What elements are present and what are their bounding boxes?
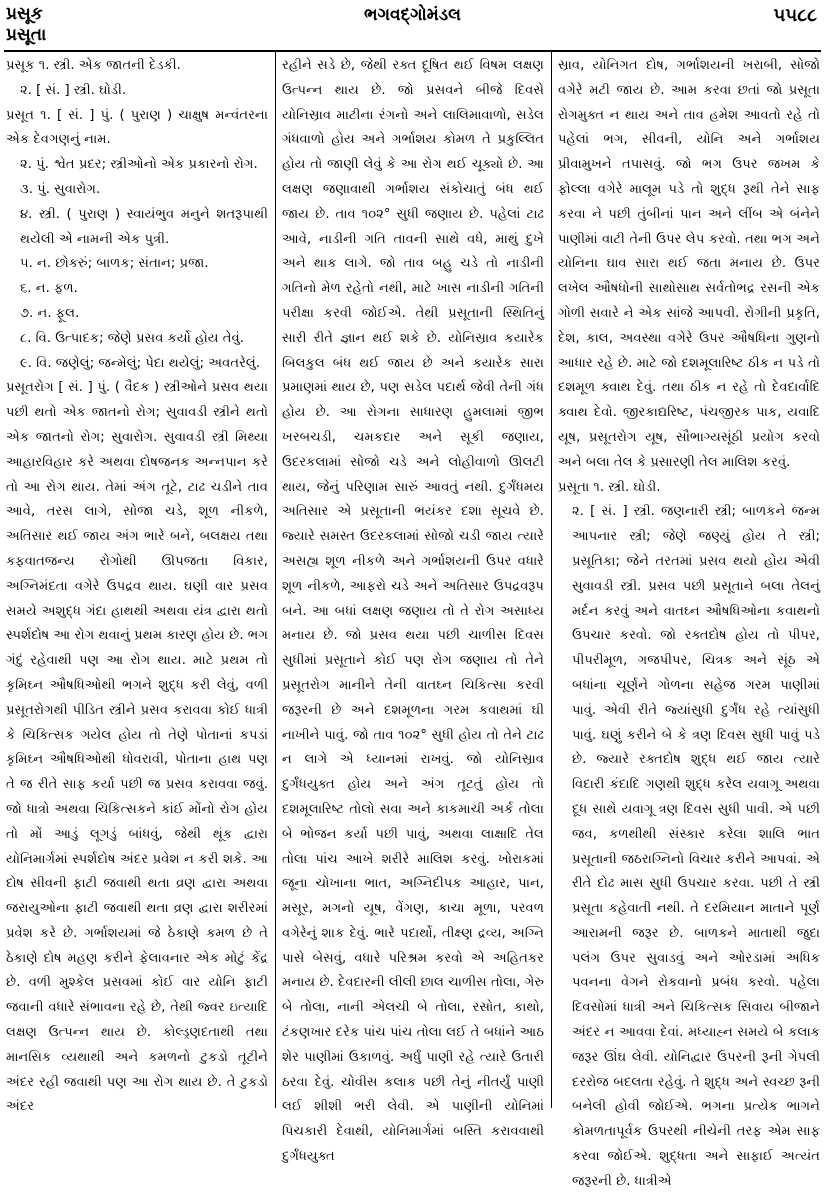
entry-prasut-2: ૨. પું. શ્વેત પ્રદર; સ્ત્રીઓનો એક પ્રકારનો રોગ. — [20, 157, 258, 173]
guide-word-top: પ્રસૂક — [6, 4, 43, 24]
entry-prasut-3: ૩. પું. સુવારોગ. — [20, 181, 101, 197]
entry-prasutrog-continued: રહીને સડે છે, જેથી રક્ત દૂષિત થઈ વિષમ લક્ષણ ઉત્પન્ન થાય છે. જો પ્રસવને બીજે દિવસે યોનિસ્રાવ માટીના રંગનો અને લાલિમાવાળો, સડેલ ગંધવાળો હોય અને ગર્ભાશય કોમળ તે પ્રકુલ્લિત હોય તો જાણી લેવું કે આ રોગ થઈ ચૂક્યો છે. આ લક્ષણ જણાવાથી ગર્ભાશય સંકોચાતું બંધ થઈ જાય છે. તાવ ૧૦૨° સુધી જણાય છે. પહેલાં ટાઢ આવે, નાડીની ગતિ તાવની સાથે વધે, માથું દુખે અને થાક લાગે. જો તાવ બહુ ચડે તો નાડીની ગતિનો મેળ રહેતો નથી, માટે ખાસ નાડીની ગતિની પરીક્ષા કરવી જોઈએ. તેથી પ્રસૂતાની સ્થિતિનું સારી રીતે જ્ઞાન થઈ શકે છે. યોનિસ્રાવ કયારેક બિલકુલ બંધ થઈ જાય છે અને કયારેક સારા પ્રમાણમાં થાય છે, પણ સડેલ પદાર્થ જેવી તેની ગંધ હોય છે. આ રોગના સાધારણ હુમલામાં જીભ ખરબચડી, ચમકદાર અને સૂકી જણાય, ઉદરકલામાં સોજો ચડે અને લોહીવાળો ઊલટી થાય, જેનું પરિણામ સારું આવતું નથી. દુર્ગંધમય અતિસાર એ પ્રસૂતાની ભયંકર દશા સૂચવે છે. જ્યારે સમસ્ત ઉદરકલામાં સોજો ચડી જાય ત્યારે અસહ્ય શૂળ નીકળે અને ગર્ભાશયની ઉપર વધારે શૂળ નીકળે, આફરો ચડે અને અતિસાર ઉપદ્રવરૂપ બને. આ બધાં લક્ષણ જણાય તો તે રોગ અસાધ્ય મનાય છે. જો પ્રસવ થયા પછી ચાળીસ દિવસ સુધીમાં પ્રસૂતાને કોઈ પણ રોગ જણાય તો તેને પ્રસૂતરોગ માનીને તેની વાતઘ્ન ચિકિત્સા કરવી જરૂરની છે અને દશમૂળના ગરમ કવાથમાં ઘી નાખીને પાવું. જો તાવ ૧૦૨° સુધી હોય તો તેને ટાઢ ન લાગે એ ધ્યાનમાં રાખવું. જો યોનિસ્રાવ દુર્ગંધયુક્ત હોય અને અંગ તૂટતું હોય તો દશમૂલારિષ્ટ તોલો સવા અને કાકમાચી અર્ક તોલા બે ભોજન કર્યા પછી પાવું, અથવા લાક્ષાદિ તેલ તોલા પાંચ આખે શરીરે માલિશ કરવું. ખોરાકમાં જૂના ચોખાના ભાત, અગ્નિદીપક આહાર, પાન, મસૂર, મગનો યૂષ, વેંગણ, કાચા મૂળા, પરવળ વગેરેનું શાક દેવું. ભારે પદાર્થો, તીક્ષ્ણ દ્રવ્ય, અગ્નિ પાસે બેસવું, વધારે પરિશ્રમ કરવો એ અહિતકર મનાય છે. દેવદારની લીલી છાલ ચાળીસ તોલા, ગેરુ બે તોલા, નાની એલચી બે તોલા, રસોત, કાથો, ટંકણખાર દરેક પાંચ પાંચ તોલા લઈ તે બધાંને આઠ શેર પાણીમાં ઉકાળવું. અર્ધું પાણી રહે ત્યારે ઉતારી ઠરવા દેવું. ચોવીસ કલાક પછી તેનું નીતર્યું પાણી લઈ શીશી ભરી લેવી. એ પાણીની યોનિમાં પિચકારી દેવાથી, યોનિમાર્ગમાં બસ્તિ કરાવવાથી દુર્ગંધયુક્ત — [282, 58, 544, 1165]
entry-prasut-8: ૮. વિ. ઉત્પાદક; જેણે પ્રસવ કર્યો હોય તેવું. — [20, 330, 244, 346]
entry-prasuk-1: પ્રસૂક ૧. સ્ત્રી. એક જાતની દેડકી. — [6, 58, 181, 73]
entry-prasut-9: ૯. વિ. જણેલું; જન્મેલું; પેદા થયેલું; અવતરેલું. — [20, 355, 261, 371]
entry-prasut-6: ૬. ન. ફળ. — [20, 281, 78, 297]
dictionary-title: ભગવદ્ગોમંડલ — [364, 5, 461, 25]
entry-prasut-7: ૭. ન. ફૂલ. — [20, 305, 80, 321]
guide-word-bottom: પ્રસૂતા — [6, 25, 47, 45]
entry-prasuk-2: ૨. [ સં. ] સ્ત્રી. ઘોડી. — [20, 82, 127, 98]
entry-prasut-4: ૪. સ્ત્રી. ( પુરાણ ) સ્વાયંભુવ મનુને શતરૂપાથી થયેલી એ નામની એક પુત્રી. — [20, 206, 268, 247]
entry-prasuta-1: પ્રસૂતા ૧. સ્ત્રી. ઘોડી. — [558, 479, 661, 495]
entry-prasut-5: ૫. ન. છોકરું; બાળક; સંતાન; પ્રજા. — [20, 256, 209, 272]
entry-prasutrog-end: સ્રાવ, યોનિગત દોષ, ગર્ભાશયની ખરાબી, સોજો વગેરે મટી જાય છે. આમ કરવા છતાં જો પ્રસૂતા રોગમુક્ત ન થાય અને તાવ હમેશ આવતો રહે તો પહેલાં ભગ, સીવની, યોનિ અને ગર્ભાશય પ્રીવામુખને તપાસવું. જો ભગ ઉપર જખમ કે ફોલ્લા વગેરે માલૂમ પડે તો શુદ્ધ રૂથી તેને સાફ કરવા ને પછી તુંબીનાં પાન અને લીંબ એ બંનેને પાણીમાં વાટી તેની ઉપર લેપ કરવો. તથા ભગ અને યોનિના ઘાવ સારા થઈ જતા મનાય છે. ઉપર લખેલ ઔષધોની સાથોસાથ સર્વતોભદ્ર રસની એક ગોળી સવારે ને એક સાંજે આપવી. રોગીની પ્રકૃતિ, દેશ, કાલ, અવસ્થા વગેરે ઉપર ઔષધિના ગુણનો આધાર રહે છે. માટે જો દશમૂલારિષ્ટ ઠીક ન પડે તો દશમૂળ ક્વાથ દેવું. તથા ઠીક ન રહે તો દેવદાર્વાદિ ક્વાથ દેવો. જીરકાદ્યરિષ્ટ, પંચજીરક પાક, યવાદિ યૂષ, પ્રસૂતરોગ યૂષ, સૌભાગ્યસૂંઠી પ્રયોગ કરવો અને બલા તેલ કે પ્રસારણી તેલ માલિશ કરવું. — [558, 58, 820, 470]
entry-prasutrog: પ્રસૂતરોગ [ સં. ] પું. ( વૈદક ) સ્ત્રીઓને પ્રસવ થયા પછી થતો એક જાતનો રોગ; સુવાવડી સ્ત્રીને થતો એક જાતનો રોગ; સુવારોગ. સુવાવડી સ્ત્રી મિથ્યા આહારવિહાર કરે અથવા દોષજનક અન્નપાન કરે તો આ રોગ થાય. તેમાં અંગ તૂટે, ટાઢ ચડીને તાવ આવે, તરસ લાગે, સોજા ચડે, શૂળ નીકળે, અતિસાર થઈ જાય અંગ ભારે બને, બલક્ષય તથા કફવાતજન્ય રોગોથી ઊપજતા વિકાર, અગ્નિમંદતા વગેરે ઉપદ્રવ થાય. ઘણી વાર પ્રસવ સમયે અશુદ્ધ ગંદા હાથથી અથવા યંત્ર દ્વારા થતો સ્પર્શદોષ આ રોગ થવાનું પ્રથમ કારણ હોય છે. ભગ ગંદું રહેવાથી પણ આ રોગ થાય. માટે પ્રથમ તો કૃમિઘ્ન ઔષધિઓથી ભગને શુદ્ધ કરી લેવું, વળી પ્રસૂતરોગથી પીડિત સ્ત્રીને પ્રસવ કરાવવા કોઈ ધાત્રી કે ચિકિત્સક ગયેલ હોય તો તેણે પોતાનાં કપડાં કૃમિઘ્ન ઔષધિઓથી ધોવરાવી, પોતાના હાથ પણ તે જ રીતે સાફ કર્યા પછી જ પ્રસવ કરાવવા જવું. જો ધાત્રો અથવા ચિકિત્સકને કાંઈ મોંનો રોગ હોય તો મોં આડું લૂગડું બાંધવું, જેથી થૂંક દ્વારા યોનિમાર્ગમાં સ્પર્શદોષ અંદર પ્રવેશ ન કરી શકે. આ દોષ સીવની ફાટી જવાથી થતા વ્રણ દ્વારા અથવા જરાયુઓના ફાટી જવાથી થતા વ્રણ દ્વારા શરીરમાં પ્રવેશ કરે છે. ગર્ભાશયમાં જે ઠેકાણે કમળ છે તે ઠેકાણે દોષ મહણ કરીને ફેલાવનાર એક મોટું કેંદ્ર છે. વળી મુશ્કેલ પ્રસવમાં કોઈ વાર યોનિ ફાટી જવાની વધારે સંભાવના રહે છે, તેથી જ્વર ઇત્યાદિ લક્ષણ ઉત્પન્ન થાય છે. કોલ્ડ્રણદતાથી તથા માનસિક વ્યથાથી અને કમળનો ટુકડો તૂટીને અંદર રહી જવાથી પણ આ રોગ થાય છે. તે ટુકડો અંદર — [6, 380, 268, 1115]
column-1 — [6, 54, 268, 1115]
column-2 — [282, 54, 544, 1165]
column-divider-2 — [551, 52, 552, 1108]
page-number: ૫૫૮૮ — [773, 5, 817, 26]
entry-prasut-1: પ્રસૂત ૧. [ સં. ] પું. ( પુરાણ ) ચાક્ષુષ મન્વંતરના એક દેવગણનું નામ. — [6, 107, 268, 148]
column-divider-1 — [275, 52, 276, 1108]
page-header — [0, 0, 825, 52]
header-rule — [4, 50, 821, 52]
entry-prasuta-2: ૨. [ સં. ] સ્ત્રી. જણનારી સ્ત્રી; બાળકને જન્મ આપનાર સ્ત્રી; જેણે જણ્યું હોય તે સ્ત્રી; પ્રસૂતિકા; જેને તરતમાં પ્રસવ થયો હોય એવી સુવાવડી સ્ત્રી. પ્રસવ પછી પ્રસૂતાને બલા તેલનું મર્દન કરવું અને વાતઘ્ન ઔષધિઓના કવાથનો ઉપચાર કરવો. જો રક્તદોષ હોય તો પીપર, પીપરીમૂળ, ગજપીપર, ચિત્રક અને સૂંઠ એ બધાંના ચૂર્ણને ગોળના સહેજ ગરમ પાણીમાં પાવું. એવી રીતે જ્યાંસુધી દુર્ગંધ રહે ત્યાંસુધી પાવું. ઘણું કરીને બે કે ત્રણ દિવસ સુધી પાવું પડે છે. જ્યારે રક્તદોષ શુદ્ધ થઈ જાય ત્યારે વિદારી કંદાદિ ગણથી શુદ્ધ કરેલ યવાગૂ અથવા દૂધ સાથે યવાગૂ ત્રણ દિવસ સુધી પાવી. એ પછી જવ, કળથીથી સંસ્કાર કરેલા શાલિ ભાત પ્રસૂતાની જઠરાગ્નિનો વિચાર કરીને આપવાં. એ રીતે દોઢ માસ સુધી ઉપચાર કરવા. પછી તે સ્ત્રી પ્રસૂતા કહેવાતી નથી. તે દરમિયાન માતાને પૂર્ણ આરામની જરૂર છે. બાળકને માતાથી જુદા પલંગ ઉપર સુવાડવું અને ઓરડામાં અધિક પવનના વેગને રોકવાનો પ્રબંધ કરવો. પહેલા દિવસોમાં ધાત્રી અને ચિકિત્સક સિવાય બીજાને અંદર ન આવવા દેવાં. મધ્યાહ્ન સમયે બે કલાક જરૂર ઊંઘ લેવી. યોનિદ્વાર ઉપરની રૂની ગેપલી દરરોજ બદલતા રહેવું. તે શુદ્ધ અને સ્વચ્છ રૂની બનેલી હોવી જોઈએ. ભગના પ્રત્યેક ભાગને કોમળતાપૂર્વક ઉપરથી નીચેની તરફ એમ સાફ કરવા જોઈએ. શુદ્ધતા અને સાફાઈ અત્યંત જરૂરની છે. ધાત્રીએ — [572, 504, 820, 1189]
column-3 — [558, 54, 820, 1189]
